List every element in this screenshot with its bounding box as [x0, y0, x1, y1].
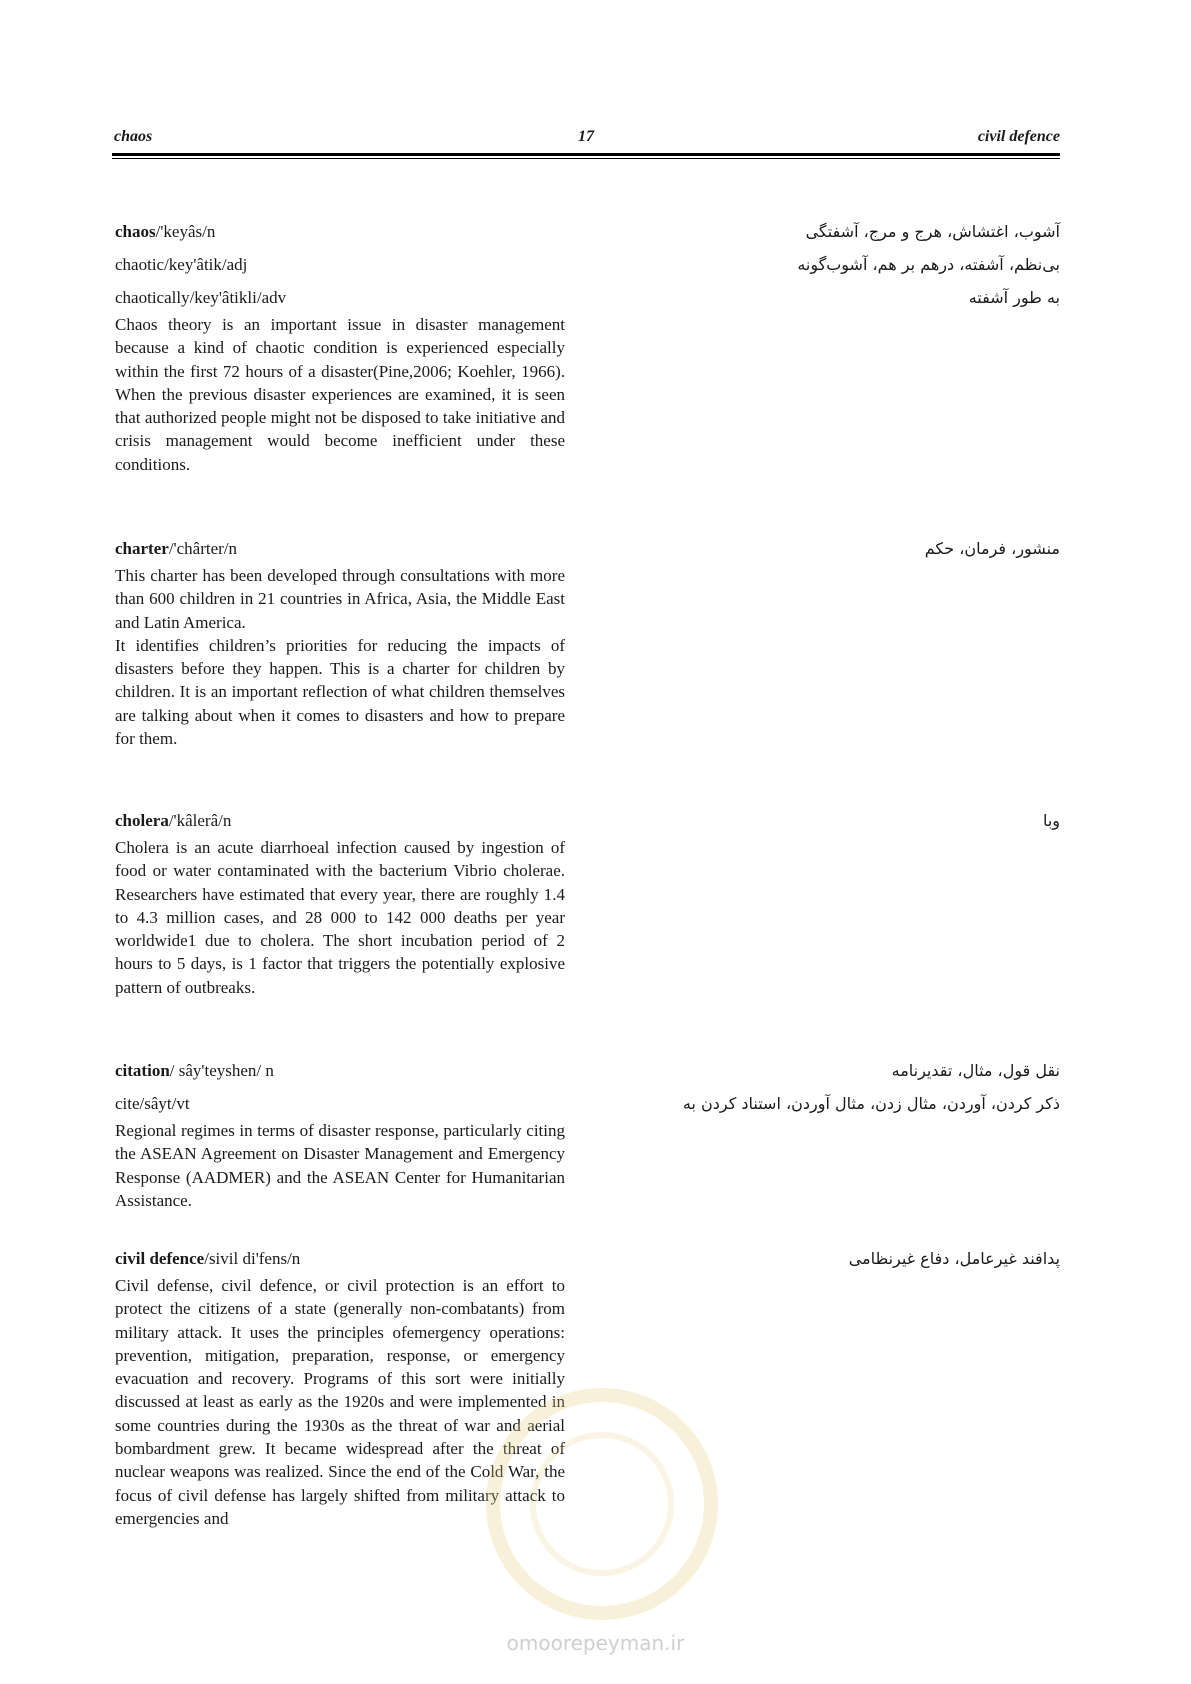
- persian-translation: نقل قول، مثال، تقدیرنامه: [891, 1061, 1060, 1080]
- entry-citation: [115, 1061, 565, 1212]
- headword-line: [115, 222, 565, 242]
- pronunciation: /'chârter/n: [168, 539, 238, 558]
- header-last-term: civil defence: [977, 128, 1060, 145]
- header-rule-thin: [112, 158, 1060, 159]
- headword: charter: [115, 539, 169, 558]
- headword: civil defence: [115, 1249, 205, 1268]
- entry-chaos: [115, 222, 565, 476]
- pronunciation: /'keyâs/n: [155, 222, 216, 241]
- running-header: [114, 128, 1060, 152]
- persian-translation: به طور آشفته: [968, 288, 1060, 307]
- headword: chaos: [115, 222, 156, 241]
- entry-civil-defence: [115, 1249, 565, 1530]
- persian-translation: ذکر کردن، آوردن، مثال زدن، مثال آوردن، استناد کردن به: [682, 1094, 1060, 1113]
- page-number: 17: [578, 128, 594, 145]
- persian-translation: آشوب، اغتشاش، هرج و مرج، آشفتگی: [805, 222, 1060, 241]
- headword: citation: [115, 1061, 170, 1080]
- definition-paragraph: This charter has been developed through consultations with more than 600 children in 21 countries in Africa, Asia, the Middle East and Latin America.: [115, 566, 565, 632]
- persian-translations-charter: [540, 539, 1060, 572]
- persian-translation: وبا: [1042, 811, 1060, 830]
- definition-paragraph: Regional regimes in terms of disaster response, particularly citing the ASEAN Agreement on Disaster Management and Emergency Response (AADMER) and the ASEAN Center for Humanitarian Assistance.: [115, 1121, 565, 1210]
- persian-translations-cholera: [540, 811, 1060, 844]
- persian-translations-citation: [540, 1061, 1060, 1127]
- derived-word: chaotically/key'âtikli/adv: [115, 288, 287, 307]
- persian-translation: پدافند غیرعامل، دفاع غیرنظامی: [848, 1249, 1060, 1268]
- definition-paragraph: Civil defense, civil defence, or civil protection is an effort to protect the citizens of a state (generally non-combatants) from military attack. It uses the principles ofemergency operations: prevention, mitigation, preparation, response, or emergency evacuation and recovery. Programs of this sort were initially discussed at least as early as the 1920s and were implemented in some countries during the 1930s as the threat of war and aerial bombardment grew. It became widespread after the threat of nuclear weapons was realized. Since the end of the Cold War, the focus of civil defense has largely shifted from military attack to emergencies and: [115, 1276, 565, 1528]
- pronunciation: / sây'teyshen/ n: [169, 1061, 274, 1080]
- definition-paragraph: It identifies children’s priorities for reducing the impacts of disasters before they happen. This is a charter for children by children. It is an important reflection of what children themselves are talking about when it comes to disasters and how to prepare for them.: [115, 635, 565, 749]
- pronunciation: /'kâlerâ/n: [168, 811, 232, 830]
- entry-cholera: [115, 811, 565, 999]
- header-rule-thick: [112, 153, 1060, 156]
- headword: cholera: [115, 811, 169, 830]
- persian-translation: منشور، فرمان، حکم: [924, 539, 1060, 558]
- derived-word-line: [115, 1094, 565, 1114]
- pronunciation: /sivil di'fens/n: [204, 1249, 301, 1268]
- watermark-website: omoorepeyman.ir: [506, 1631, 685, 1655]
- persian-translations-civil-defence: [540, 1249, 1060, 1282]
- entry-charter: [115, 539, 565, 750]
- headword-line: [115, 811, 565, 831]
- derived-word: cite/sâyt/vt: [115, 1094, 190, 1113]
- derived-word-line: [115, 288, 565, 308]
- headword-line: [115, 1061, 565, 1081]
- header-first-term: chaos: [114, 128, 153, 145]
- derived-word: chaotic/key'âtik/adj: [115, 255, 248, 274]
- definition-paragraph: Cholera is an acute diarrhoeal infection caused by ingestion of food or water contaminated with the bacterium Vibrio cholerae. Researchers have estimated that every year, there are roughly 1.4 to 4.3 million cases, and 28 000 to 142 000 deaths per year worldwide1 due to cholera. The short incubation period of 2 hours to 5 days, is 1 factor that triggers the potentially explosive pattern of outbreaks.: [115, 838, 565, 997]
- headword-line: [115, 1249, 565, 1269]
- persian-translation: بی‌نظم، آشفته، درهم بر هم، آشوب‌گونه: [797, 255, 1060, 274]
- derived-word-line: [115, 255, 565, 275]
- definition-paragraph: Chaos theory is an important issue in disaster management because a kind of chaotic condition is experienced especially within the first 72 hours of a disaster(Pine,2006; Koehler, 1966). When the previous disaster experiences are examined, it is seen that authorized people might not be disposed to take initiative and crisis management would become inefficient under these conditions.: [115, 315, 565, 474]
- persian-translations-chaos: [540, 222, 1060, 321]
- headword-line: [115, 539, 565, 559]
